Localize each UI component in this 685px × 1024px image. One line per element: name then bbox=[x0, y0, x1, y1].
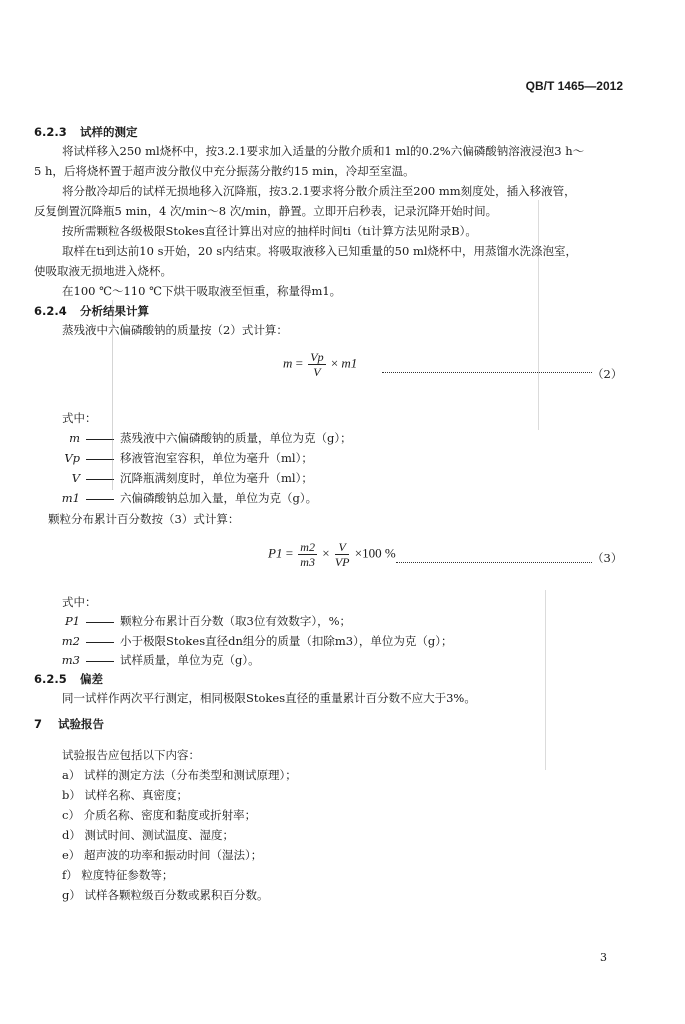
where-label: 式中： bbox=[62, 411, 97, 425]
def-text: 小于极限Stokes直径dn组分的质量（扣除m3），单位为克（g）； bbox=[120, 634, 453, 648]
scan-artifact bbox=[538, 200, 539, 430]
eq-fraction bbox=[308, 350, 325, 379]
eq-denominator: V bbox=[313, 365, 321, 379]
para-line: 使吸取液无损地进入烧杯。 bbox=[34, 264, 172, 278]
def-dash bbox=[86, 661, 114, 662]
list-item: b） 试样名称、真密度； bbox=[62, 788, 189, 802]
def-dash bbox=[86, 459, 114, 460]
page-number: 3 bbox=[600, 951, 607, 964]
eq-rest: ×100 % bbox=[354, 545, 396, 561]
eq-numerator: m2 bbox=[300, 540, 315, 554]
eq-operator: = bbox=[285, 545, 294, 561]
def-text: 沉降瓶满刻度时，单位为毫升（ml）； bbox=[120, 471, 313, 485]
definition-row bbox=[50, 430, 352, 446]
section-number: 6.2.4 bbox=[34, 304, 67, 318]
section-7-heading bbox=[34, 716, 104, 732]
section-number: 6.2.5 bbox=[34, 672, 67, 686]
list-item: f） 粒度特征参数等； bbox=[62, 868, 174, 882]
eq-symbol: m bbox=[283, 355, 293, 371]
equation-tag: （3） bbox=[592, 551, 623, 565]
para-line: 按所需颗粒各级极限Stokes直径计算出对应的抽样时间ti（ti计算方法见附录B）。 bbox=[62, 224, 477, 238]
scan-artifact bbox=[112, 300, 113, 490]
def-dash bbox=[86, 499, 114, 500]
def-text: 试样质量，单位为克（g）。 bbox=[120, 653, 260, 667]
list-item: g） 试样各颗粒级百分数或累积百分数。 bbox=[62, 888, 269, 902]
def-dash bbox=[86, 479, 114, 480]
def-symbol: m bbox=[69, 431, 80, 445]
section-6-2-3-heading bbox=[34, 124, 138, 140]
equation-3 bbox=[268, 540, 396, 569]
para-line: 将试样移入250 ml烧杯中，按3.2.1要求加入适量的分散介质和1 ml的0.2%六偏磷酸钠溶液浸泡3 h～ bbox=[62, 144, 585, 158]
para-line: 取样在ti到达前10 s开始，20 s内结束。将吸取液移入已知重量的50 ml烧杯中，用蒸馏水洗涤泡室， bbox=[62, 244, 578, 258]
section-title: 试验报告 bbox=[58, 717, 104, 731]
section-number: 6.2.3 bbox=[34, 125, 67, 139]
eq-denominator: VP bbox=[334, 555, 350, 569]
equation-tag: （2） bbox=[592, 367, 623, 381]
eq-fraction bbox=[298, 540, 317, 569]
where-label: 式中： bbox=[62, 595, 97, 609]
leader-dots bbox=[382, 372, 592, 373]
para-line: 同一试样作两次平行测定，相同极限Stokes直径的重量累计百分数不应大于3%。 bbox=[62, 691, 476, 705]
def-text: 六偏磷酸钠总加入量，单位为克（g）。 bbox=[120, 491, 318, 505]
eq-operator: × bbox=[330, 355, 339, 371]
def-symbol: P1 bbox=[64, 614, 80, 628]
definition-row bbox=[50, 450, 313, 466]
para-line: 在100 ℃～110 ℃下烘干吸取液至恒重，称量得m1。 bbox=[62, 284, 342, 298]
section-title: 试样的测定 bbox=[80, 125, 138, 139]
list-item: c） 介质名称、密度和黏度或折射率； bbox=[62, 808, 257, 822]
scan-artifact bbox=[545, 590, 546, 770]
eq-symbol: P1 bbox=[268, 545, 283, 561]
eq-fraction bbox=[335, 540, 350, 569]
eq-operator: × bbox=[322, 545, 330, 561]
standard-number: QB/T 1465—2012 bbox=[525, 79, 623, 93]
section-6-2-4-heading bbox=[34, 303, 149, 319]
list-item: e） 超声波的功率和振动时间（湿法）； bbox=[62, 848, 263, 862]
def-symbol: V bbox=[71, 471, 80, 485]
leader-dots bbox=[396, 562, 592, 563]
para-line: 将分散冷却后的试样无损地移入沉降瓶，按3.2.1要求将分散介质注至200 mm刻度处，插入移液管， bbox=[62, 184, 576, 198]
eq-operator: = bbox=[295, 355, 303, 371]
def-text: 蒸残液中六偏磷酸钠的质量，单位为克（g）； bbox=[120, 431, 352, 445]
def-symbol: m1 bbox=[61, 491, 80, 505]
definition-row bbox=[50, 490, 317, 506]
definition-row bbox=[50, 652, 260, 668]
para-line: 试验报告应包括以下内容： bbox=[62, 748, 200, 762]
list-item: a） 试样的测定方法（分布类型和测试原理）； bbox=[62, 768, 297, 782]
def-dash bbox=[86, 622, 114, 623]
equation-2 bbox=[283, 350, 357, 379]
para-line: 颗粒分布累计百分数按（3）式计算： bbox=[48, 512, 240, 526]
section-title: 偏差 bbox=[80, 672, 103, 686]
eq-numerator: V bbox=[335, 540, 350, 555]
def-text: 移液管泡室容积，单位为毫升（ml）； bbox=[120, 451, 313, 465]
section-6-2-5-heading bbox=[34, 671, 103, 687]
list-item: d） 测试时间、测试温度、湿度； bbox=[62, 828, 235, 842]
def-text: 颗粒分布累计百分数（取3位有效数字），%； bbox=[120, 614, 351, 628]
def-symbol: m3 bbox=[61, 653, 80, 667]
eq-numerator: Vp bbox=[310, 350, 324, 364]
definition-row bbox=[50, 613, 351, 629]
section-title: 分析结果计算 bbox=[80, 304, 149, 318]
para-line: 蒸残液中六偏磷酸钠的质量按（2）式计算： bbox=[62, 323, 288, 337]
para-line: 反复倒置沉降瓶5 min，4 次/min～8 次/min，静置。立即开启秒表，记录沉降开始时间。 bbox=[34, 204, 498, 218]
definition-row bbox=[50, 470, 313, 486]
eq-denominator: m3 bbox=[300, 555, 315, 569]
def-dash bbox=[86, 439, 114, 440]
def-symbol: m2 bbox=[61, 634, 80, 648]
def-symbol: Vp bbox=[64, 451, 80, 465]
para-line: 5 h，后将烧杯置于超声波分散仪中充分振荡分散约15 min，冷却至室温。 bbox=[34, 164, 415, 178]
definition-row bbox=[50, 633, 452, 649]
eq-symbol: m1 bbox=[341, 355, 358, 371]
def-dash bbox=[86, 642, 114, 643]
section-number: 7 bbox=[34, 717, 43, 731]
